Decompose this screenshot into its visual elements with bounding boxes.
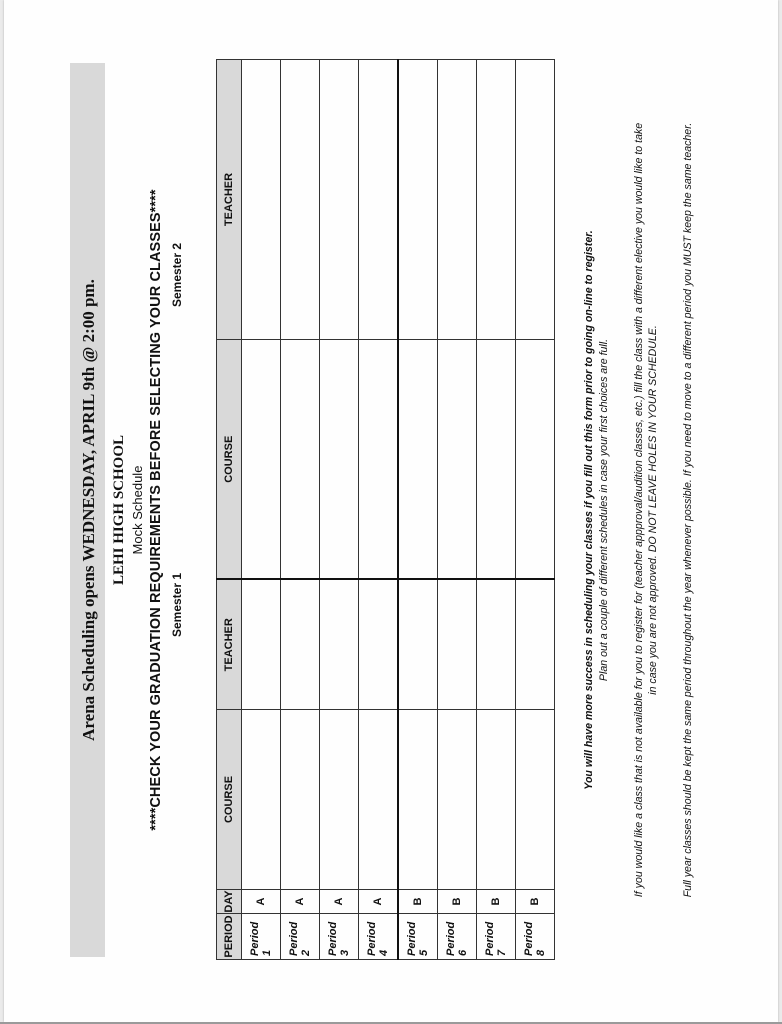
- table-row: [438, 60, 477, 960]
- course-cell-s1[interactable]: [438, 710, 477, 890]
- teacher-cell-s2[interactable]: [242, 60, 281, 340]
- table-row: [281, 60, 320, 960]
- teacher-cell-s2[interactable]: [281, 60, 320, 340]
- form-subtitle: Mock Schedule: [130, 465, 145, 555]
- teacher-cell-s2[interactable]: [516, 60, 555, 340]
- period-label: Period 5: [398, 914, 438, 960]
- graduation-warning: ****CHECK YOUR GRADUATION REQUIREMENTS BEFORE SELECTING YOUR CLASSES****: [148, 189, 164, 831]
- teacher-cell-s2[interactable]: [477, 60, 516, 340]
- teacher-cell-s1[interactable]: [477, 580, 516, 710]
- header-course-semester-1: COURSE: [217, 710, 242, 890]
- period-label: Period 7: [477, 914, 516, 960]
- school-name: LEHI HIGH SCHOOL: [111, 434, 127, 586]
- period-label: Period 4: [359, 914, 399, 960]
- teacher-cell-s1[interactable]: [242, 580, 281, 710]
- teacher-cell-s1[interactable]: [359, 580, 399, 710]
- day-label: A: [242, 890, 281, 914]
- table-row: [320, 60, 359, 960]
- course-cell-s1[interactable]: [398, 710, 438, 890]
- schedule-table: [216, 59, 555, 960]
- teacher-cell-s1[interactable]: [281, 580, 320, 710]
- header-teacher-semester-2: TEACHER: [217, 60, 242, 340]
- teacher-cell-s2[interactable]: [438, 60, 477, 340]
- course-cell-s1[interactable]: [516, 710, 555, 890]
- header-course-semester-2: COURSE: [217, 340, 242, 580]
- day-label: A: [359, 890, 399, 914]
- course-cell-s2[interactable]: [320, 340, 359, 580]
- day-label: A: [281, 890, 320, 914]
- header-teacher-semester-1: TEACHER: [217, 580, 242, 710]
- semester-1-label: Semester 1: [170, 572, 184, 638]
- period-label: Period 3: [320, 914, 359, 960]
- course-cell-s2[interactable]: [438, 340, 477, 580]
- course-cell-s2[interactable]: [398, 340, 438, 580]
- day-label: A: [320, 890, 359, 914]
- rotated-landscape-form: [64, 0, 764, 960]
- scheduling-banner: Arena Scheduling opens WEDNESDAY, APRIL 9th @ 2:00 pm.: [70, 63, 105, 957]
- period-label: Period 2: [281, 914, 320, 960]
- document-page: [4, 0, 778, 1022]
- course-cell-s1[interactable]: [242, 710, 281, 890]
- course-cell-s2[interactable]: [242, 340, 281, 580]
- course-cell-s1[interactable]: [359, 710, 399, 890]
- table-row: [242, 60, 281, 960]
- teacher-cell-s1[interactable]: [320, 580, 359, 710]
- table-row: [477, 60, 516, 960]
- teacher-cell-s1[interactable]: [398, 580, 438, 710]
- table-row: [398, 60, 438, 960]
- elective-note: If you would like a class that is not available for you to register for (teacher appproval/audition classes, etc.) fill the class with a different elective you would like to take in case you are not approved. DO NOT LEAVE HOLES IN YOUR SCHEDULE.: [633, 122, 659, 898]
- full-year-note: Full year classes should be kept the same period throughout the year whenever possible. If you need to move to a different period you MUST keep the same teacher.: [682, 122, 694, 898]
- table-row: [516, 60, 555, 960]
- day-label: B: [516, 890, 555, 914]
- course-cell-s1[interactable]: [281, 710, 320, 890]
- teacher-cell-s2[interactable]: [398, 60, 438, 340]
- teacher-cell-s1[interactable]: [438, 580, 477, 710]
- course-cell-s1[interactable]: [477, 710, 516, 890]
- plan-note: Plan out a couple of different schedules in case your first choices are full.: [598, 338, 610, 682]
- table-row: [359, 60, 399, 960]
- teacher-cell-s1[interactable]: [516, 580, 555, 710]
- course-cell-s2[interactable]: [516, 340, 555, 580]
- day-label: B: [477, 890, 516, 914]
- course-cell-s2[interactable]: [477, 340, 516, 580]
- period-label: Period 1: [242, 914, 281, 960]
- header-period: PERIOD: [217, 914, 242, 960]
- teacher-cell-s2[interactable]: [359, 60, 399, 340]
- period-label: Period 6: [438, 914, 477, 960]
- day-label: B: [398, 890, 438, 914]
- course-cell-s2[interactable]: [281, 340, 320, 580]
- course-cell-s2[interactable]: [359, 340, 399, 580]
- table-header-row: [217, 60, 242, 960]
- header-day: DAY: [217, 890, 242, 914]
- day-label: B: [438, 890, 477, 914]
- success-note: You will have more success in scheduling your classes if you fill out this form prior to going on-line to register.: [583, 230, 595, 790]
- period-label: Period 8: [516, 914, 555, 960]
- course-cell-s1[interactable]: [320, 710, 359, 890]
- teacher-cell-s2[interactable]: [320, 60, 359, 340]
- semester-2-label: Semester 2: [170, 242, 184, 308]
